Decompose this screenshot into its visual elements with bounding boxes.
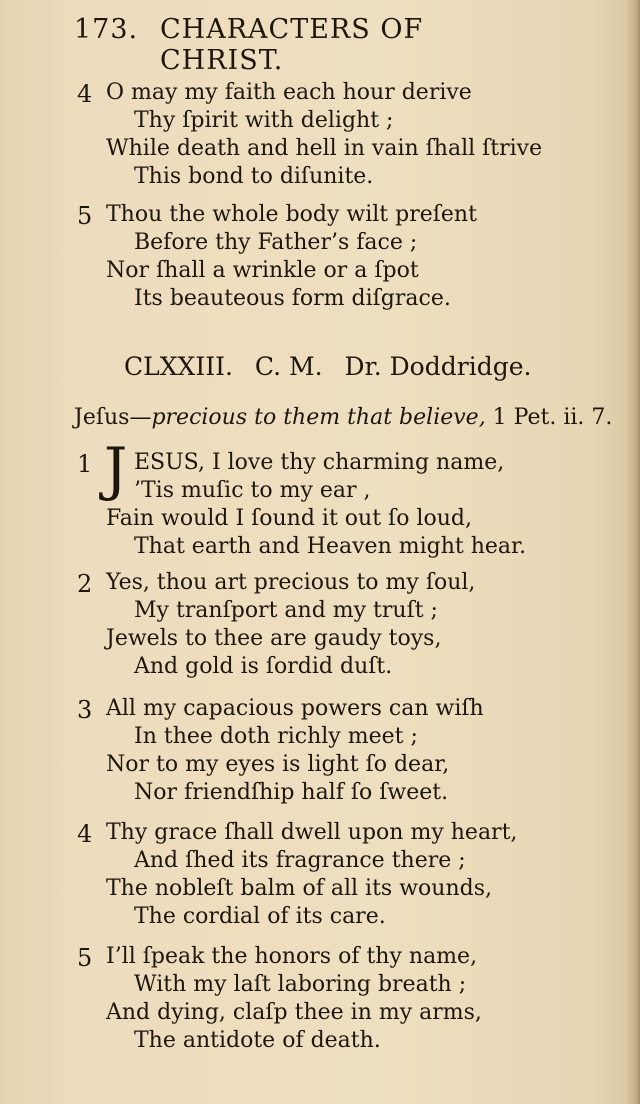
verse-line: My tranſport and my truſt ; (134, 598, 438, 623)
verse-number: 1 (77, 450, 93, 478)
verse-number: 4 (77, 80, 93, 108)
verse-number: 2 (77, 570, 93, 598)
verse-line: The antidote of death. (134, 1028, 381, 1053)
verse-line: ESUS, I love thy charming name, (134, 450, 505, 475)
verse-line: The nobleſt balm of all its wounds, (106, 876, 492, 901)
verse-line: With my laſt laboring breath ; (134, 972, 467, 997)
verse-line: That earth and Heaven might hear. (134, 534, 527, 559)
verse-line: And gold is ſordid duſt. (134, 654, 393, 679)
verse-line: All my capacious powers can wiſh (106, 696, 484, 721)
page-number: 173. (74, 14, 139, 45)
running-title: CHARACTERS OF CHRIST. (160, 14, 424, 76)
verse-number: 4 (77, 820, 93, 848)
hymn-subject (74, 405, 612, 430)
hymn-heading (124, 352, 545, 381)
verse-line: Yes, thou art precious to my ſoul, (106, 570, 476, 595)
verse-number: 3 (77, 696, 93, 724)
verse-line: ’Tis muſic to my ear , (134, 478, 371, 503)
verse-line: Thy grace ſhall dwell upon my heart, (106, 820, 518, 845)
subject-lead: Jeſus— (74, 405, 152, 430)
hymn-number: CLXXIII. (124, 352, 233, 381)
verse-line: Thy ſpirit with delight ; (134, 108, 394, 133)
verse-line: Nor friendſhip half ſo ſweet. (134, 780, 449, 805)
verse-line: Jewels to thee are gaudy toys, (106, 626, 442, 651)
subject-italic: precious to them that believe, (151, 405, 486, 430)
verse-line: This bond to diſunite. (134, 164, 374, 189)
verse-line: Fain would I ſound it out ſo loud, (106, 506, 472, 531)
verse-line: I’ll ſpeak the honors of thy name, (106, 944, 478, 969)
verse-line: Nor ſhall a wrinkle or a ſpot (106, 258, 419, 283)
verse-line: Before thy Father’s face ; (134, 230, 418, 255)
verse-number: 5 (77, 944, 93, 972)
verse-line: Thou the whole body wilt preſent (106, 202, 477, 227)
subject-reference: 1 Pet. ii. 7. (485, 405, 613, 430)
page-header (74, 12, 554, 76)
hymn-meter: C. M. (254, 352, 323, 381)
verse-line: O may my faith each hour derive (106, 80, 472, 105)
page-edge-shadow (626, 0, 640, 1104)
verse-line: In thee doth richly meet ; (134, 724, 418, 749)
verse-line: And dying, claſp thee in my arms, (106, 1000, 482, 1025)
hymn-author: Dr. Doddridge. (344, 352, 532, 381)
verse-number: 5 (77, 202, 93, 230)
verse-line: Its beauteous form diſgrace. (134, 286, 451, 311)
verse-line: The cordial of its care. (134, 904, 386, 929)
verse-line: While death and hell in vain ſhall ſtrive (106, 136, 543, 161)
verse-line: Nor to my eyes is light ſo dear, (106, 752, 450, 777)
verse-line: And ſhed its fragrance there ; (134, 848, 466, 873)
drop-cap: J (104, 435, 128, 503)
